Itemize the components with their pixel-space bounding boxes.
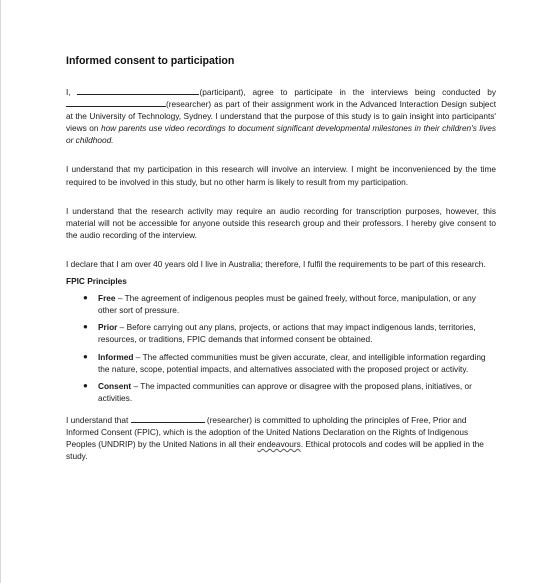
consent-paragraph-intro xyxy=(66,86,496,146)
participant-name-blank[interactable] xyxy=(77,86,199,95)
intro-participant-text: (participant), agree to participate in the interviews being conducted by xyxy=(199,87,496,97)
closing-end: . Ethical protocols and codes will be applied in the study. xyxy=(66,439,484,462)
principle-term: Informed xyxy=(98,351,134,362)
researcher-name-blank[interactable] xyxy=(66,98,166,107)
consent-paragraph-declaration: I declare that I am over 40 years old I live in Australia; therefore, I fulfil the requirements to be part of this research. xyxy=(66,258,486,269)
spellcheck-flagged-word: endeavours xyxy=(257,439,301,450)
study-purpose-text: how parents use video recordings to document significant developmental milestones in their children's lives or childhood. xyxy=(66,123,496,146)
principles-heading: FPIC Principles xyxy=(66,276,127,287)
principle-text: – The agreement of indigenous peoples must be gained freely, without force, manipulation, or any other sort of pressure. xyxy=(98,293,476,316)
principle-item xyxy=(66,380,496,404)
document-body xyxy=(66,55,496,462)
principle-text: – The impacted communities can approve or disagree with the proposed plans, initiatives, or activities. xyxy=(98,380,472,403)
closing-body: (researcher) is committed to upholding the principles of Free, Prior and Informed Consent (FPIC), which is the adoption of the United Nations Declaration on the Rights of Indigenous Peoples (UNDRIP) by the United Nations in all their xyxy=(66,414,469,450)
principle-text: – The affected communities must be given accurate, clear, and intelligible information regarding the nature, scope, potential impacts, and alternatives associated with the proposed project or activity. xyxy=(98,351,486,374)
principle-term: Prior xyxy=(98,322,118,333)
intro-researcher-text: (researcher) as part of their assignment work in the Advanced Interaction Design subject at the University of Technology, Sydney. I understand that the purpose of this study is to gain insight into participants' views on xyxy=(66,99,496,134)
document-title: Informed consent to participation xyxy=(66,55,235,67)
principles-list xyxy=(66,292,496,404)
closing-researcher-blank[interactable] xyxy=(131,414,205,423)
bullet-icon: ● xyxy=(83,380,88,390)
principle-text: – Before carrying out any plans, projects, or actions that may impact indigenous lands, territories, resources, or traditions, FPIC demands that informed consent be obtained. xyxy=(98,322,476,345)
principle-item xyxy=(66,292,496,316)
principle-term: Free xyxy=(98,293,116,304)
consent-paragraph-closing xyxy=(66,414,496,462)
consent-paragraph-audio: I understand that the research activity may require an audio recording for transcription purposes, however, this material will not be accessible for anyone outside this research group and their professors. I hereby give consent to the audio recording of the interview. xyxy=(66,205,496,240)
consent-paragraph-participation: I understand that my participation in this research will involve an interview. I might be inconvenienced by the time required to be involved in this study, but no other harm is likely to result from my participation. xyxy=(66,164,496,187)
bullet-icon: ● xyxy=(83,351,88,361)
principle-item xyxy=(66,321,496,345)
closing-start: I understand that xyxy=(66,414,131,425)
bullet-icon: ● xyxy=(83,293,88,303)
page-edge-divider xyxy=(0,0,1,583)
intro-start: I, xyxy=(66,87,78,97)
bullet-icon: ● xyxy=(83,322,88,332)
principle-term: Consent xyxy=(98,380,132,391)
principle-item xyxy=(66,351,496,375)
